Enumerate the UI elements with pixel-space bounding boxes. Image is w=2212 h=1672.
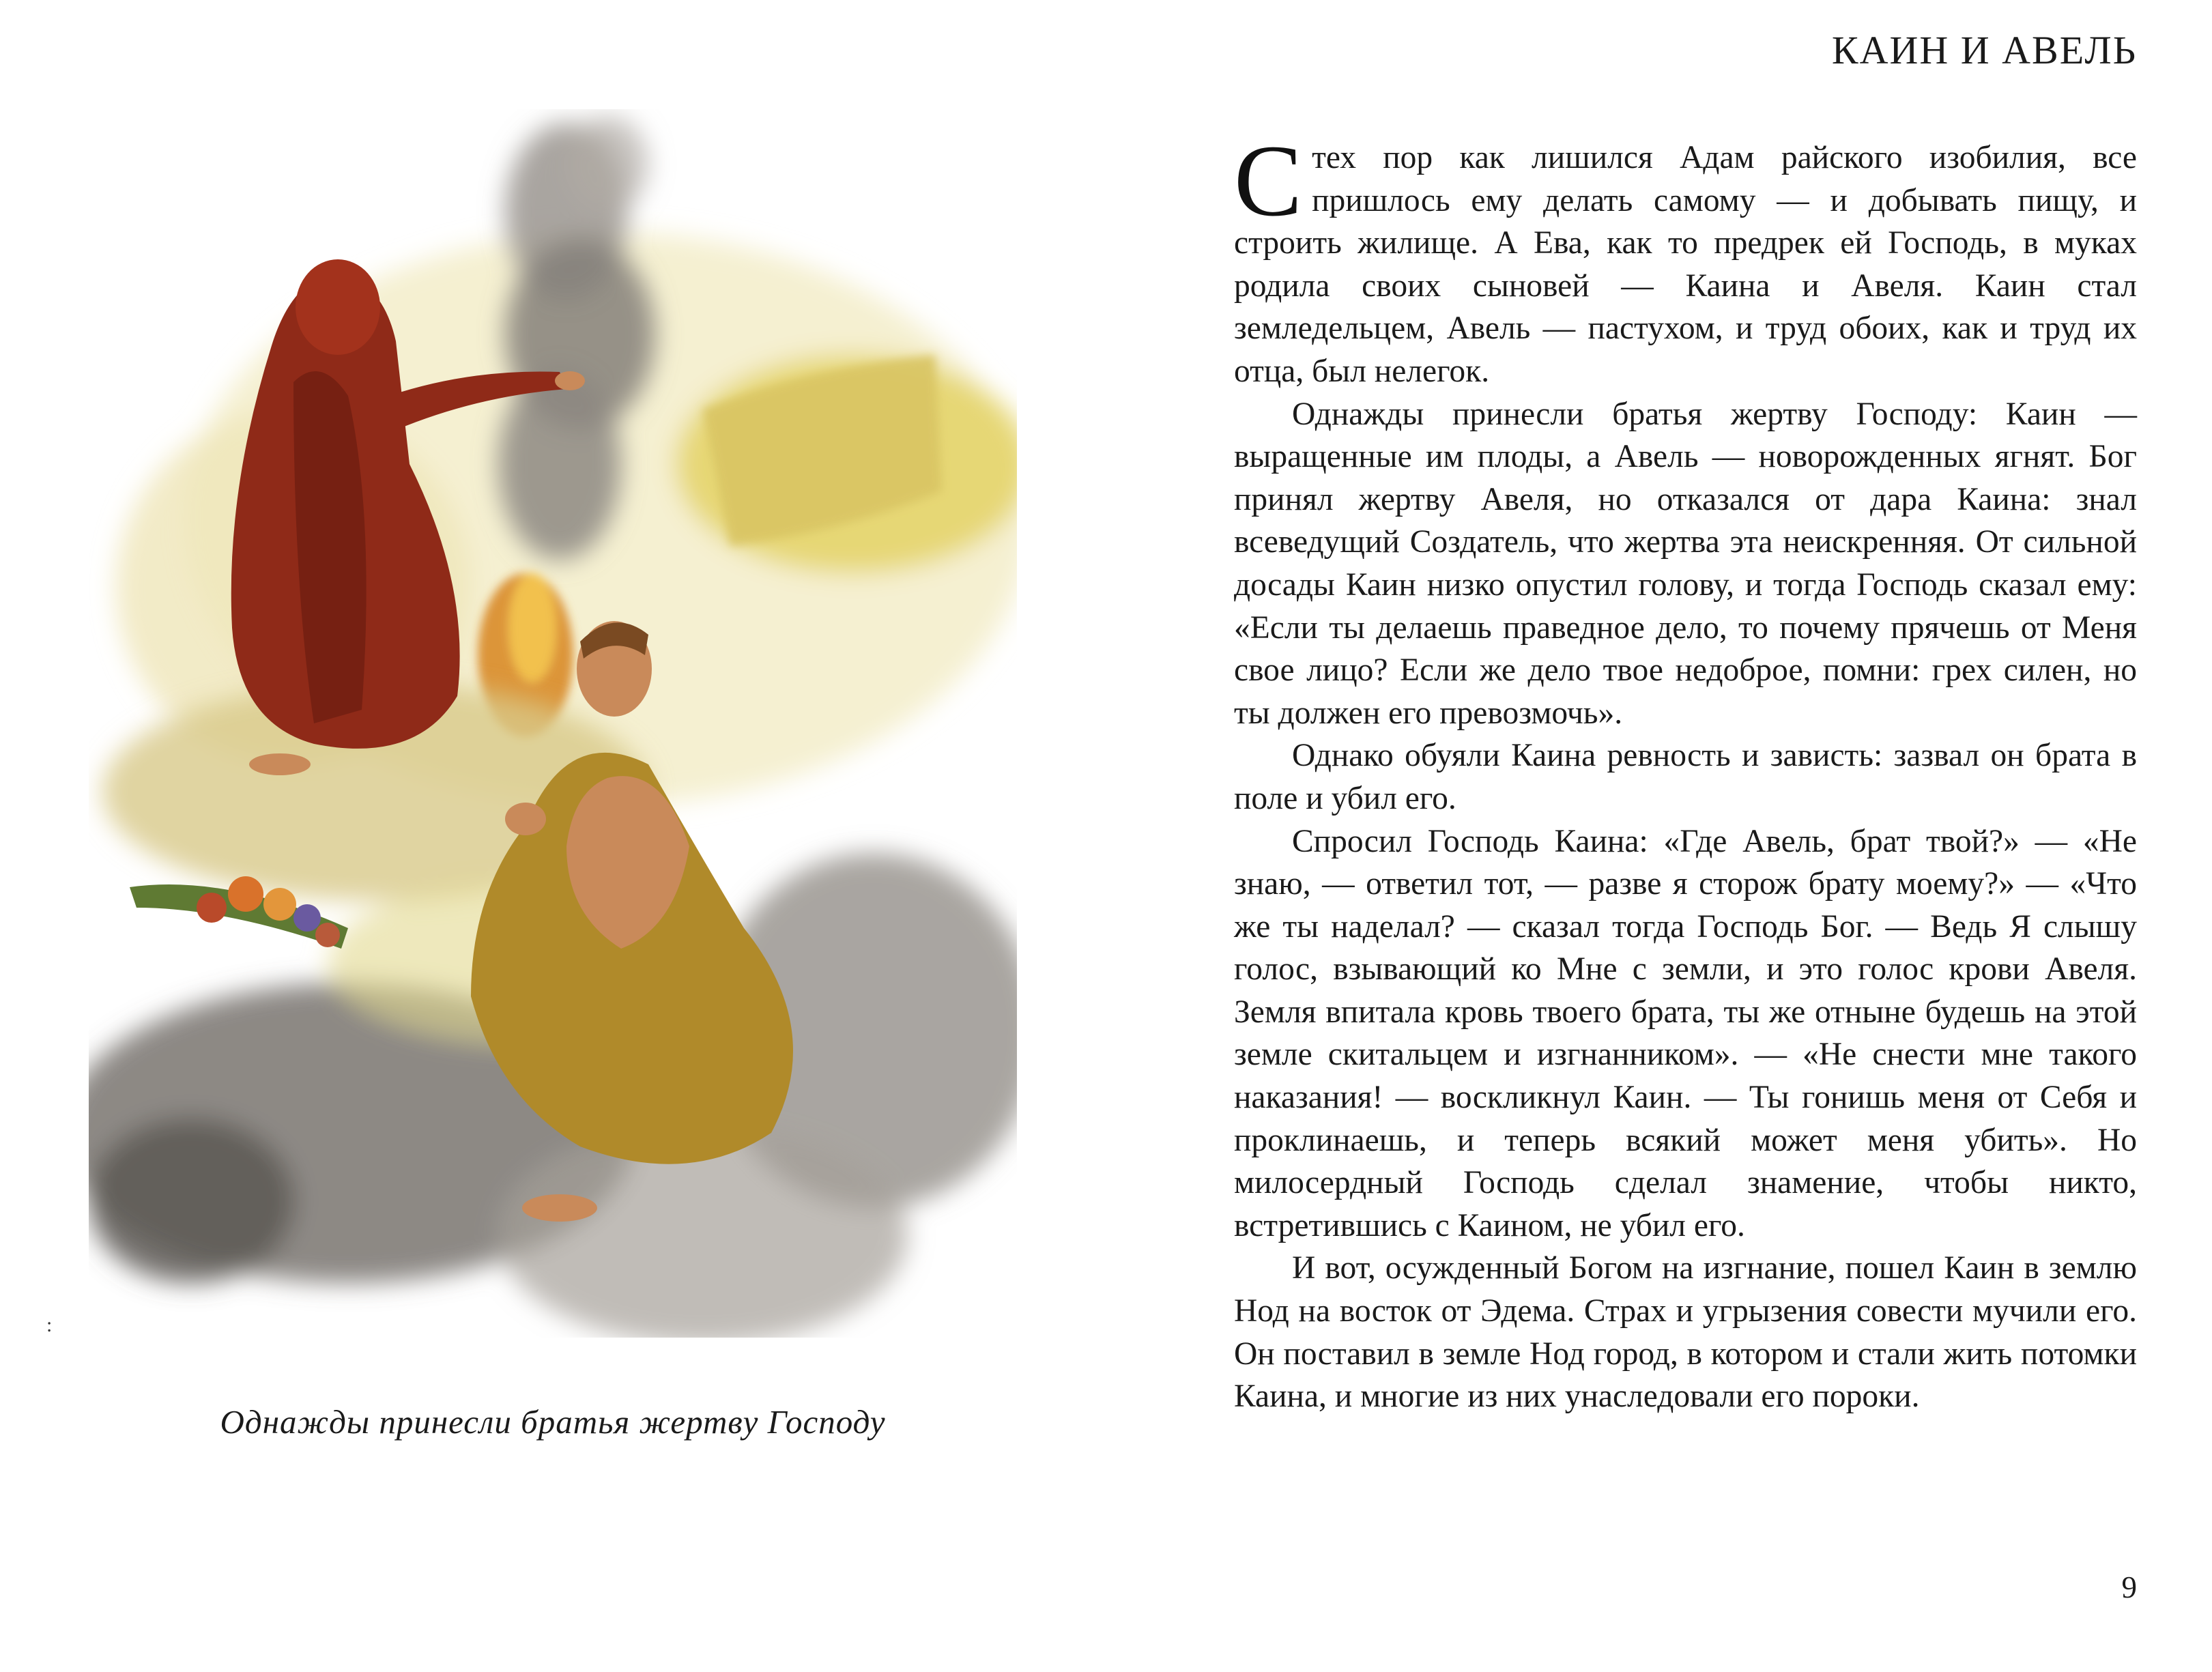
paragraph-1-text: тех пор как лишился Адам райского изобилия, все пришлось ему делать самому — и добывать пищу, и строить жилище. А Ева, как то предрек ей Господь, в муках родила своих сыновей — Каина и Авеля. Каин стал земледельцем, Авель — пастухом, и труд обоих, как и труд их отца, был нелегок.	[1234, 140, 2137, 389]
paragraph-3: Однако обуяли Каина ревность и зависть: зазвал он брата в поле и убил его.	[1234, 738, 2137, 816]
paragraph-2: Однажды принесли братья жертву Господу: Каин — выращенные им плоды, а Авель — новорожденных ягнят. Бог принял жертву Авеля, но отказался от дара Каина: знал всеведущий Создатель, что жертва эта неискренняя. От сильной досады Каин низко опустил голову, и тогда Господь сказал ему: «Если ты делаешь праведное дело, то почему прячешь от Меня свое лицо? Если же дело твое недоброе, помни: грех силен, но ты должен его превозмочь».	[1234, 396, 2137, 731]
drop-cap: С	[1234, 124, 1303, 237]
paragraph-4: Спросил Господь Каина: «Где Авель, брат твой?» — «Не знаю, — ответил тот, — разве я сторож брату моему?» — «Что же ты наделал? — сказал тогда Господь Бог. — Ведь Я слышу голос, взывающий ко Мне с земли, и это голос крови Авеля. Земля впитала кровь твоего брата, ты же отныне будешь на этой земле скитальцем и изгнанником». — «Не снести мне такого наказания! — воскликнул Каин. — Ты гонишь меня от Себя и проклинаешь, и теперь всякий может меня убить». Но милосердный Господь сделал знамение, чтобы никто, встретившись с Каином, не убил его.	[1234, 823, 2137, 1243]
page-number: 9	[2121, 1570, 2137, 1604]
paragraph-1	[1234, 124, 2137, 393]
illustration-caption: Однажды принесли братья жертву Господу	[220, 1403, 886, 1441]
illustration-cain-and-abel	[89, 109, 1017, 1338]
paragraph-5: И вот, осужденный Богом на изгнание, пошел Каин в землю Нод на восток от Эдема. Страх и угрызения совести мучили его. Он поставил в земле Нод город, в котором и стали жить потомки Каина, и многие из них унаследовали его пороки.	[1234, 1250, 2137, 1415]
running-title: КАИН И АВЕЛЬ	[1831, 28, 2137, 72]
story-text	[1234, 124, 2137, 1418]
stray-mark: :	[46, 1314, 53, 1336]
